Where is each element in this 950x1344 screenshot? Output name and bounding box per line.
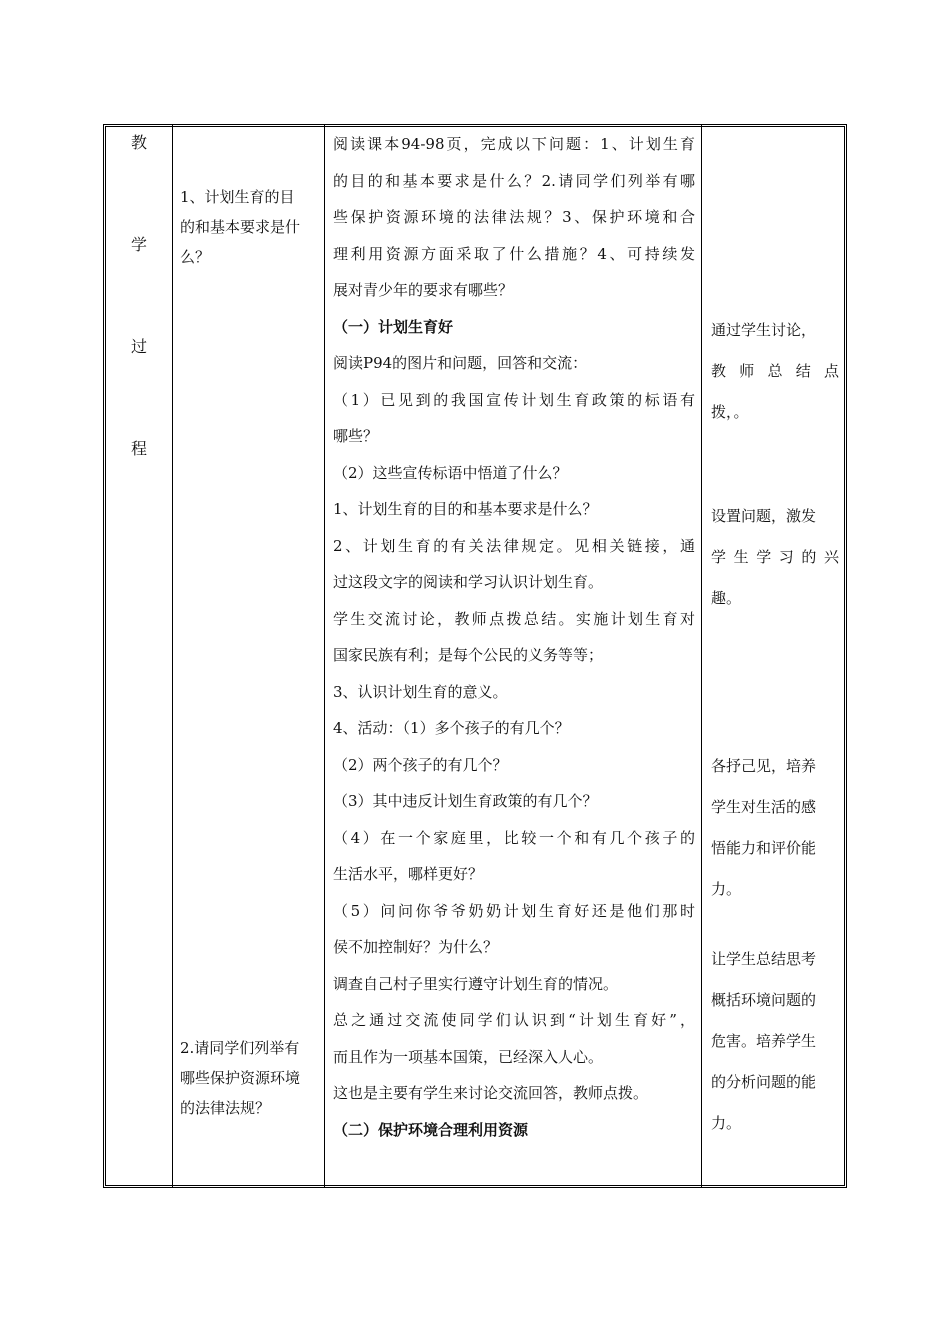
- note-line: 拨，。: [711, 403, 749, 421]
- section-label-char: 教: [130, 133, 147, 152]
- content-line: 阅读P94的图片和问题，回答和交流：: [333, 354, 588, 372]
- design-note-1: [711, 310, 839, 433]
- note-line: 设置问题，激发: [711, 507, 817, 525]
- content-line: 些保护资源环境的法律法规？3、保护环境和合: [333, 208, 695, 226]
- content-line: 展对青少年的要求有哪些？: [333, 281, 514, 299]
- design-note-3: [711, 746, 839, 910]
- note-line: 让学生总结思考: [711, 950, 817, 968]
- section-label-char: 程: [130, 439, 147, 458]
- content-line: 3、认识计划生育的意义。: [333, 682, 508, 701]
- note-line: 教 师 总 结 点: [711, 362, 839, 380]
- note-line: 通过学生讨论，: [711, 321, 817, 339]
- content-line: （5）问问你爷爷奶奶计划生育好还是他们那时: [333, 901, 695, 920]
- question-line: 的法律法规？: [180, 1099, 271, 1117]
- content-line: （4）在一个家庭里，比较一个和有几个孩子的: [333, 828, 695, 847]
- note-line: 各抒己见，培养: [711, 757, 817, 775]
- column-divider-3: [701, 124, 702, 1188]
- section-label-char: 学: [130, 235, 147, 254]
- content-line: （1）已见到的我国宣传计划生育政策的标语有: [333, 390, 695, 409]
- content-line: 理利用资源方面采取了什么措施？4、可持续发: [333, 244, 695, 263]
- content-line: （3）其中违反计划生育政策的有几个？: [333, 792, 598, 810]
- content-line: 2、计划生育的有关法律规定。见相关链接，通: [333, 536, 695, 555]
- design-note-2: [711, 496, 839, 619]
- content-line: 生活水平，哪样更好？: [333, 865, 484, 883]
- note-line: 悟能力和评价能: [711, 839, 817, 857]
- note-line: 力。: [711, 880, 742, 898]
- teaching-content: [333, 126, 695, 1148]
- content-line: 4、活动：（1）多个孩子的有几个？: [333, 719, 570, 737]
- section-heading: （二）保护环境合理利用资源: [333, 1120, 529, 1139]
- content-line: 过这段文字的阅读和学习认识计划生育。: [333, 573, 604, 591]
- question-line: 1、计划生育的目: [180, 188, 295, 206]
- content-line: 阅读课本94-98页，完成以下问题：1、计划生育: [333, 135, 695, 153]
- column-divider-1: [172, 124, 173, 1188]
- content-line: 学生交流讨论，教师点拨总结。实施计划生育对: [333, 609, 695, 628]
- content-line: 总之通过交流使同学们认识到“计划生育好”，: [333, 1011, 695, 1029]
- note-line: 的分析问题的能: [711, 1073, 817, 1091]
- section-label-char: 过: [130, 337, 147, 356]
- question-1: [180, 182, 320, 272]
- content-line: 的目的和基本要求是什么？2.请同学们列举有哪: [333, 171, 695, 190]
- content-line: （2）两个孩子的有几个？: [333, 755, 508, 774]
- design-note-4: [711, 939, 839, 1144]
- content-line: 而且作为一项基本国策，已经深入人心。: [333, 1047, 604, 1066]
- note-line: 学 生 学 习 的 兴: [711, 548, 839, 566]
- note-line: 学生对生活的感: [711, 798, 817, 816]
- note-line: 概括环境问题的: [711, 991, 817, 1009]
- question-line: 的和基本要求是什: [180, 218, 301, 236]
- section-heading: （一）计划生育好: [333, 317, 454, 336]
- content-line: 这也是主要有学生来讨论交流回答，教师点拨。: [333, 1084, 649, 1102]
- question-line: 2.请同学们列举有: [180, 1039, 300, 1057]
- note-line: 危害。培养学生: [711, 1032, 817, 1050]
- content-line: 侯不加控制好？为什么？: [333, 938, 499, 956]
- content-line: 1、计划生育的目的和基本要求是什么？: [333, 500, 598, 518]
- question-line: 么？: [180, 248, 211, 266]
- content-line: 调查自己村子里实行遵守计划生育的情况。: [333, 974, 619, 993]
- note-line: 趣。: [711, 589, 742, 607]
- question-2: [180, 1033, 320, 1123]
- column-divider-2: [324, 124, 325, 1188]
- content-line: 国家民族有利；是每个公民的义务等等；: [333, 646, 604, 664]
- note-line: 力。: [711, 1114, 742, 1132]
- content-line: （2）这些宣传标语中悟道了什么？: [333, 463, 568, 482]
- content-line: 哪些？: [333, 427, 379, 445]
- question-line: 哪些保护资源环境: [180, 1069, 301, 1087]
